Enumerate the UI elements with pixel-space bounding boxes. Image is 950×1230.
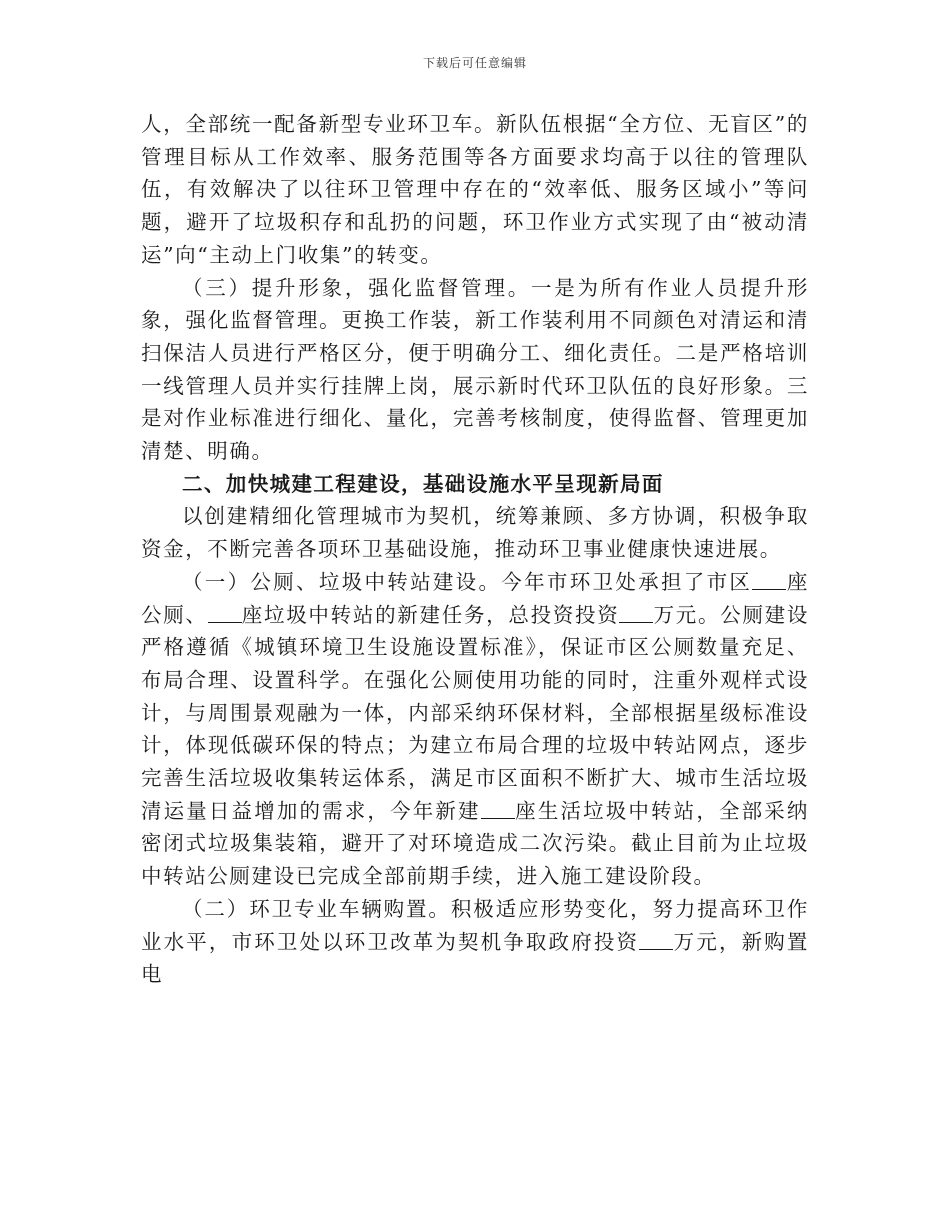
paragraph-5 [141, 893, 809, 991]
paragraph-text: 座垃圾中转站的新建任务，总投资投资 [241, 602, 620, 627]
page-header: 下载后可任意编辑 [422, 56, 527, 70]
paragraph-text: 以创建精细化管理城市为契机，统筹兼顾、多方协调，积极争取资金，不断完善各项环卫基础设施，推动环卫事业健康快速进展。 [141, 504, 809, 562]
fill-in-blank [639, 931, 673, 950]
paragraph-text: 人，全部统一配备新型专业环卫车。新队伍根据“全方位、无盲区”的管理目标从工作效率、服务范围等各方面要求均高于以往的管理队伍，有效解决了以往环卫管理中存在的“效率低、服务区域小”等问题，避开了垃圾积存和乱扔的问题，环卫作业方式实现了由“被动清运”向“主动上门收集”的转变。 [141, 112, 809, 267]
section-heading [141, 468, 809, 501]
paragraph-1 [141, 108, 809, 272]
fill-in-blank [208, 604, 242, 623]
paragraph-text: （二）环卫专业车辆购置。积极适应形势变化，努力提高环卫作业水平，市环卫处以环卫改革为契机争取政府投资 [141, 896, 809, 954]
paragraph-4 [141, 566, 809, 893]
paragraph-text: （三）提升形象，强化监督管理。一是为所有作业人员提升形象，强化监督管理。更换工作装，新工作装利用不同颜色对清运和清扫保洁人员进行严格区分，便于明确分工、细化责任。二是严格培训一线管理人员并实行挂牌上岗，展示新时代环卫队伍的良好形象。三是对作业标准进行细化、量化，完善考核制度，使得监督、管理更加清楚、明确。 [141, 275, 809, 464]
fill-in-blank [752, 571, 786, 590]
fill-in-blank [619, 604, 653, 623]
paragraph-text: （一）公厕、垃圾中转站建设。今年市环卫处承担了市区 [182, 569, 753, 594]
paragraph-text: 座公厕、 [141, 569, 809, 627]
paragraph-3 [141, 500, 809, 565]
heading-text: 二、加快城建工程建设，基础设施水平呈现新局面 [182, 471, 664, 496]
document-body [141, 108, 809, 991]
paragraph-text: 万元，新购置电 [141, 929, 809, 987]
paragraph-text: 座生活垃圾中转站，全部采纳密闭式垃圾集装箱，避开了对环境造成二次污染。截止目前为止垃圾中转站公厕建设已完成全部前期手续，进入施工建设阶段。 [141, 798, 809, 889]
paragraph-2 [141, 272, 809, 468]
paragraph-text: 万元。公厕建设严格遵循《城镇环境卫生设施设置标准》，保证市区公厕数量充足、布局合理、设置科学。在强化公厕使用功能的同时，注重外观样式设计，与周围景观融为一体，内部采纳环保材料，全部根据星级标准设计，体现低碳环保的特点；为建立布局合理的垃圾中转站网点，逐步完善生活垃圾收集转运体系，满足市区面积不断扩大、城市生活垃圾清运量日益增加的需求，今年新建 [141, 602, 809, 823]
fill-in-blank [481, 800, 515, 819]
